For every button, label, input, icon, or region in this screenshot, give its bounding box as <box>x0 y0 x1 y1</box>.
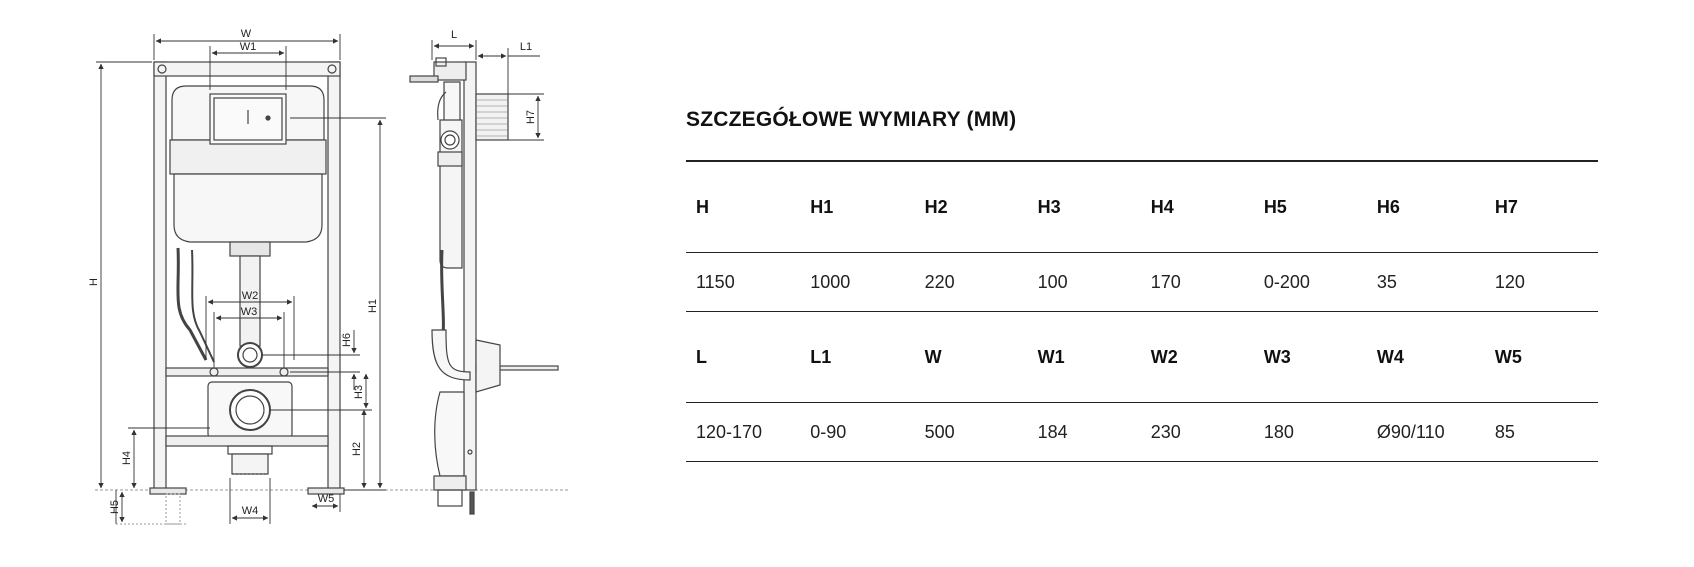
table-header-row <box>686 312 1598 403</box>
label-w3: W3 <box>240 306 258 318</box>
label-h3: H3 <box>353 384 365 400</box>
dimension-name-cell: W2 <box>1141 312 1254 403</box>
dimension-name-cell: L <box>686 312 800 403</box>
dimension-value-cell: 0-90 <box>800 403 914 462</box>
dimension-name-cell: H6 <box>1367 161 1485 253</box>
dimension-name-cell: L1 <box>800 312 914 403</box>
dimension-name-cell: H2 <box>915 161 1028 253</box>
frame-right-post <box>328 62 340 490</box>
dimension-name-cell: H3 <box>1028 161 1141 253</box>
dimension-value-cell: 0-200 <box>1254 253 1367 312</box>
label-h7: H7 <box>525 109 537 125</box>
dimension-name-cell: W1 <box>1028 312 1141 403</box>
dimension-name-cell: H <box>686 161 800 253</box>
dimension-name-cell: W3 <box>1254 312 1367 403</box>
dimension-name-cell: H1 <box>800 161 914 253</box>
label-w5: W5 <box>317 493 335 505</box>
dimension-value-cell: 220 <box>915 253 1028 312</box>
label-w: W <box>240 28 252 40</box>
label-l1: L1 <box>519 41 533 53</box>
label-w2: W2 <box>241 290 259 302</box>
dimension-value-cell: 170 <box>1141 253 1254 312</box>
label-h4: H4 <box>121 450 133 466</box>
side-view <box>410 58 558 514</box>
dimensions-table <box>686 160 1598 462</box>
dimension-value-cell: 230 <box>1141 403 1254 462</box>
label-h6: H6 <box>341 332 353 348</box>
table-row <box>686 253 1598 312</box>
label-w1: W1 <box>239 41 257 53</box>
label-h: H <box>88 278 100 286</box>
label-h1: H1 <box>367 298 379 314</box>
water-inlet <box>238 343 262 367</box>
dimension-value-cell: 35 <box>1367 253 1485 312</box>
label-w4: W4 <box>241 505 259 517</box>
table-header-row <box>686 161 1598 253</box>
dimension-name-cell: H7 <box>1485 161 1598 253</box>
dimension-name-cell: H5 <box>1254 161 1367 253</box>
dimension-value-cell: 120 <box>1485 253 1598 312</box>
dimension-value-cell: 100 <box>1028 253 1141 312</box>
dimension-value-cell: 500 <box>915 403 1028 462</box>
dimension-value-cell: Ø90/110 <box>1367 403 1485 462</box>
dimension-value-cell: 1150 <box>686 253 800 312</box>
dimension-name-cell: W5 <box>1485 312 1598 403</box>
label-h5: H5 <box>109 499 121 515</box>
label-h2: H2 <box>351 441 363 457</box>
technical-drawing <box>0 0 600 567</box>
dimension-value-cell: 1000 <box>800 253 914 312</box>
table-row <box>686 403 1598 462</box>
dimension-name-cell: H4 <box>1141 161 1254 253</box>
label-l: L <box>450 29 458 41</box>
dimension-name-cell: W4 <box>1367 312 1485 403</box>
dimension-value-cell: 85 <box>1485 403 1598 462</box>
side-frame-post <box>464 62 476 490</box>
dimension-name-cell: W <box>915 312 1028 403</box>
dimension-value-cell: 120-170 <box>686 403 800 462</box>
dimension-value-cell: 180 <box>1254 403 1367 462</box>
frame-left-post <box>154 62 166 490</box>
dimensions-title: SZCZEGÓŁOWE WYMIARY (MM) <box>686 108 1017 131</box>
dimension-value-cell: 184 <box>1028 403 1141 462</box>
frame-top-rail <box>154 62 340 76</box>
